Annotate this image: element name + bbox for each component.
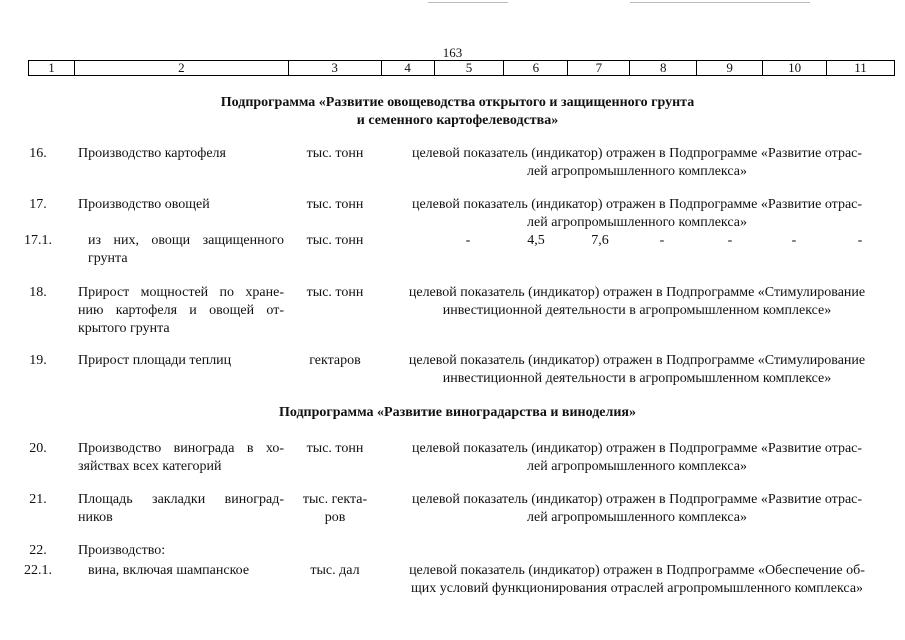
name-line: грунта	[88, 251, 128, 266]
value-cell: 4,5	[527, 233, 545, 248]
unit: тыс. дал	[310, 563, 360, 578]
note-line: целевой показатель (индикатор) отражен в Подпрограмме «Стимулирование	[408, 285, 866, 300]
column-header-cell: 1	[29, 61, 75, 75]
unit: тыс. тонн	[306, 285, 364, 300]
indicator-name	[78, 491, 284, 527]
value-cell: -	[465, 233, 471, 248]
row-number: 16.	[29, 146, 47, 161]
note-line: целевой показатель (индикатор) отражен в Подпрограмме «Развитие отрас-	[411, 492, 863, 507]
indicator-note	[386, 196, 888, 232]
value-cell: -	[791, 233, 797, 248]
value-cell: -	[857, 233, 863, 248]
section-title-viticulture: Подпрограмма «Развитие виноградарства и виноделия»	[278, 405, 636, 420]
row-number: 21.	[29, 492, 47, 507]
indicator-name: вина, включая шампанское	[88, 563, 250, 578]
indicator-note	[386, 284, 888, 320]
note-line: лей агропромышленного комплекса»	[527, 459, 747, 474]
indicator-name: Производство:	[78, 543, 166, 558]
indicator-note	[386, 491, 888, 527]
indicator-name	[78, 440, 284, 476]
unit	[296, 491, 374, 527]
value-cell: -	[659, 233, 665, 248]
note-line: лей агропромышленного комплекса»	[527, 510, 747, 525]
indicator-name: Производство овощей	[78, 197, 210, 212]
section-title-line: и семенного картофелеводства»	[356, 113, 559, 128]
row-number: 22.1.	[24, 563, 52, 578]
unit: тыс. тонн	[306, 146, 364, 161]
name-line: крытого грунта	[78, 321, 170, 336]
indicator-name: Прирост площади теплиц	[78, 353, 232, 368]
unit: тыс. тонн	[306, 197, 364, 212]
column-header-cell: 5	[435, 61, 505, 75]
column-header-cell: 8	[630, 61, 697, 75]
note-line: инвестиционной деятельности в агропромышленном комплексе»	[442, 303, 832, 318]
scan-artifact	[630, 2, 810, 3]
indicator-note	[386, 562, 888, 598]
note-line: щих условий функционирования отраслей агропромышленного комплекса»	[410, 581, 864, 596]
indicator-name: Производство картофеля	[78, 146, 226, 161]
unit-line: тыс. гекта-	[302, 492, 368, 507]
row-number: 22.	[29, 543, 47, 558]
scan-artifact	[428, 2, 508, 3]
column-header-cell: 10	[763, 61, 827, 75]
unit-line: ров	[324, 510, 346, 525]
unit: тыс. тонн	[306, 233, 364, 248]
column-header-cell: 6	[504, 61, 568, 75]
indicator-note	[386, 352, 888, 388]
page-number: 163	[442, 45, 463, 60]
unit: гектаров	[309, 353, 361, 368]
indicator-values	[0, 232, 905, 250]
name-line: нию картофеля и овощей от-	[78, 303, 284, 318]
column-header-cell: 4	[382, 61, 435, 75]
column-header-cell: 3	[289, 61, 382, 75]
indicator-name	[78, 284, 284, 338]
name-line: Площадь закладки виноград-	[78, 492, 284, 507]
column-header-cell: 7	[568, 61, 630, 75]
column-header-cell: 2	[75, 61, 289, 75]
column-number-header	[28, 60, 895, 76]
column-header-cell: 11	[827, 61, 895, 75]
note-line: целевой показатель (индикатор) отражен в Подпрограмме «Развитие отрас-	[411, 146, 863, 161]
note-line: лей агропромышленного комплекса»	[527, 164, 747, 179]
name-line: Производство винограда в хо-	[78, 441, 284, 456]
note-line: инвестиционной деятельности в агропромышленном комплексе»	[442, 371, 832, 386]
note-line: целевой показатель (индикатор) отражен в Подпрограмме «Стимулирование	[408, 353, 866, 368]
note-line: целевой показатель (индикатор) отражен в Подпрограмме «Обеспечение об-	[409, 563, 865, 578]
indicator-note	[386, 440, 888, 476]
name-line: зяйствах всех категорий	[78, 459, 222, 474]
name-line: из них, овощи защищенного	[88, 233, 284, 248]
section-title-line: Подпрограмма «Развитие овощеводства открытого и защищенного грунта	[220, 95, 695, 110]
name-line: ников	[78, 510, 113, 525]
row-number: 19.	[29, 353, 47, 368]
note-line: целевой показатель (индикатор) отражен в Подпрограмме «Развитие отрас-	[411, 197, 863, 212]
value-cell: 7,6	[591, 233, 609, 248]
indicator-note	[386, 145, 888, 181]
name-line: Прирост мощностей по хране-	[78, 285, 284, 300]
row-number: 17.1.	[24, 233, 52, 248]
row-number: 20.	[29, 441, 47, 456]
unit: тыс. тонн	[306, 441, 364, 456]
row-number: 18.	[29, 285, 47, 300]
value-cell: -	[727, 233, 733, 248]
note-line: целевой показатель (индикатор) отражен в Подпрограмме «Развитие отрас-	[411, 441, 863, 456]
row-number: 17.	[29, 197, 47, 212]
note-line: лей агропромышленного комплекса»	[527, 215, 747, 230]
section-title-vegetables	[0, 94, 905, 130]
column-header-cell: 9	[697, 61, 763, 75]
